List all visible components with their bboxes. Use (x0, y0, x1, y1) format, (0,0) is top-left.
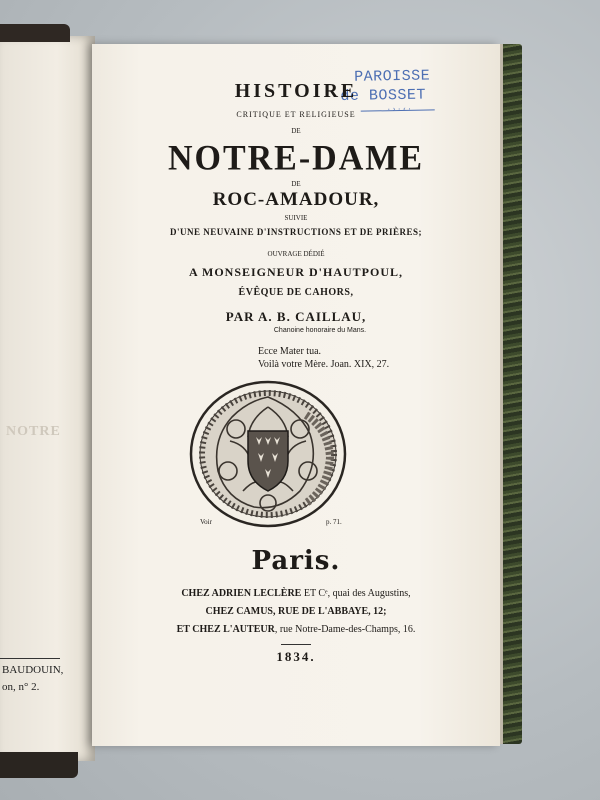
stamp-line-2: de BOSSET (340, 86, 427, 106)
subtitle-critique: CRITIQUE ET RELIGIEUSE (236, 110, 356, 119)
title-notre-dame: NOTRE-DAME (167, 139, 425, 178)
year-rule (281, 644, 311, 645)
left-binding-top (0, 24, 70, 42)
imprint-year: 1834. (276, 649, 316, 664)
epigraph-latin: Ecce Mater tua. (258, 346, 322, 357)
stamp-ornament: ·›·‹· (386, 105, 413, 115)
left-page-leaf (0, 36, 95, 761)
subtitle-suivie: SUIVIE (284, 214, 308, 222)
seal-caption-right: p. 71. (326, 518, 342, 526)
dedication-label: OUVRAGE DÉDIÉ (267, 250, 325, 258)
marbled-cover-edge (500, 44, 522, 744)
publisher-line-3 (92, 624, 500, 635)
title-page (92, 44, 500, 746)
subtitle-neuvaine: D'UNE NEUVAINE D'INSTRUCTIONS ET DE PRIÈRES; (170, 227, 422, 237)
seal-caption-left: Voir (200, 518, 212, 526)
left-page-text-2: on, n° 2. (2, 681, 40, 693)
epigraph-french: Voilà votre Mère. Joan. XIX, 27. (258, 359, 390, 370)
publisher-line-2: CHEZ CAMUS, RUE DE L'ABBAYE, 12; (205, 606, 387, 617)
imprint-city: Paris. (251, 546, 341, 576)
title-roc-amadour: ROC-AMADOUR, (212, 189, 380, 210)
left-binding-bottom (0, 752, 78, 778)
title-histoire: HISTOIRE (234, 80, 358, 102)
publisher-name-3: ET CHEZ L'AUTEUR (176, 624, 275, 635)
dedication-name: A MONSEIGNEUR D'HAUTPOUL, (188, 265, 404, 279)
seal-engraving (188, 379, 348, 529)
title-de-1: DE (291, 127, 301, 135)
left-page-rule (0, 658, 60, 659)
publisher-address-1: ET Cᵉ, quai des Augustins, (301, 588, 411, 599)
dedication-title: ÉVÊQUE DE CAHORS, (238, 287, 354, 298)
parish-stamp (340, 67, 458, 115)
title-de-2: DE (291, 180, 301, 188)
left-page-text-1: BAUDOUIN, (2, 664, 64, 676)
author-line: PAR A. B. CAILLAU, (225, 309, 367, 324)
left-page-show-through-text: NOTRE (6, 424, 61, 439)
stamp-line-1: PAROISSE (354, 67, 431, 86)
publisher-name-1: CHEZ ADRIEN LECLÈRE (181, 588, 302, 599)
publisher-line-1 (92, 588, 500, 599)
author-role: Chanoine honoraire du Mans. (273, 327, 367, 334)
publisher-address-3: , rue Notre-Dame-des-Champs, 16. (274, 624, 416, 635)
